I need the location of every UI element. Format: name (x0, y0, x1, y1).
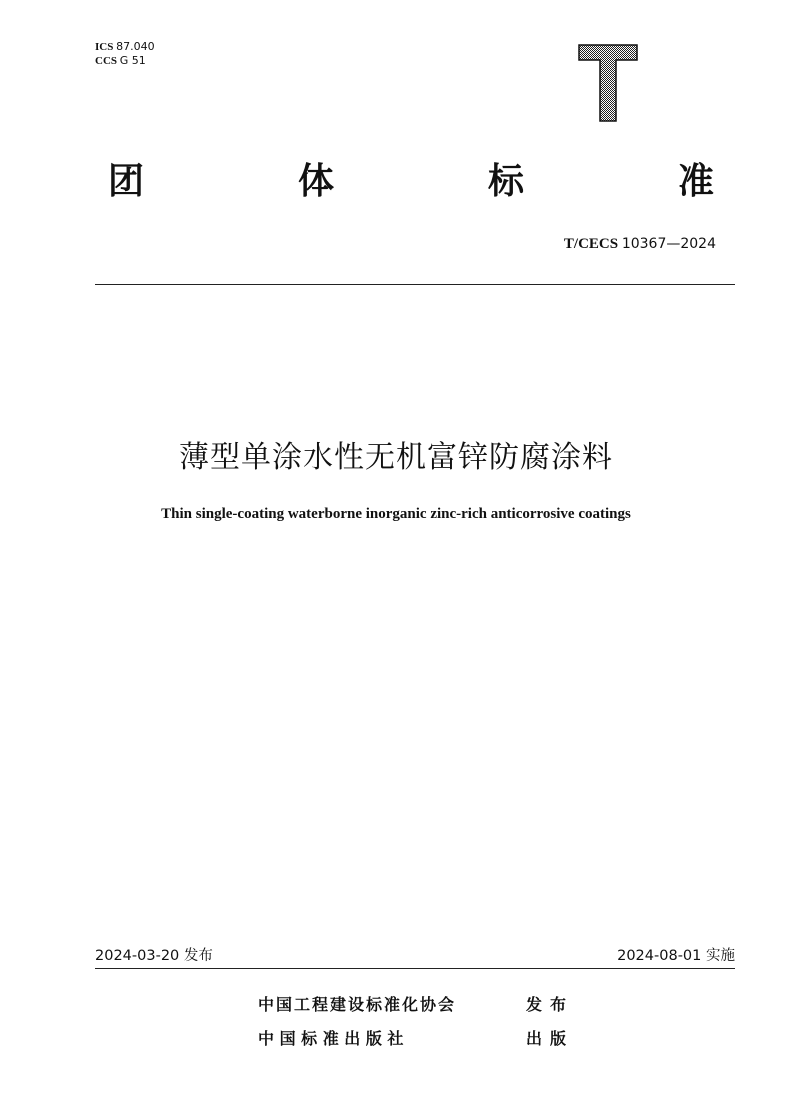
ics-code: 87.040 (116, 40, 155, 53)
standard-type-char-4: 准 (678, 161, 715, 202)
title-english: Thin single-coating waterborne inorganic zinc-rich anticorrosive coatings (161, 506, 631, 522)
issuer-name-2: 中 国 标 准 出 版 社 (258, 1029, 404, 1048)
issuer-action-1: 发布 (526, 995, 575, 1014)
implement-date: 2024-08-01 实施 (617, 948, 735, 964)
bottom-divider (95, 968, 735, 969)
issuer-name-1: 中国工程建设标准化协会 (258, 995, 457, 1014)
ccs-code: G 51 (119, 54, 146, 67)
issue-date: 2024-03-20 发布 (95, 948, 213, 964)
standard-number-prefix: T/CECS (563, 236, 619, 252)
standard-type-char-2: 体 (298, 161, 335, 202)
ccs-code-line (95, 54, 146, 68)
issuer-action-2: 出版 (526, 1029, 575, 1048)
t-logo (578, 44, 638, 122)
standard-type-char-3: 标 (488, 161, 525, 202)
ics-code-line (95, 40, 155, 54)
top-divider (95, 284, 735, 285)
standard-number (564, 236, 716, 253)
title-chinese: 薄型单涂水性无机富锌防腐涂料 (179, 440, 613, 475)
ccs-label: CCS (95, 55, 118, 67)
standard-type-char-1: 团 (108, 161, 145, 202)
ics-label: ICS (95, 41, 114, 53)
standard-number-value: 10367—2024 (621, 236, 716, 252)
